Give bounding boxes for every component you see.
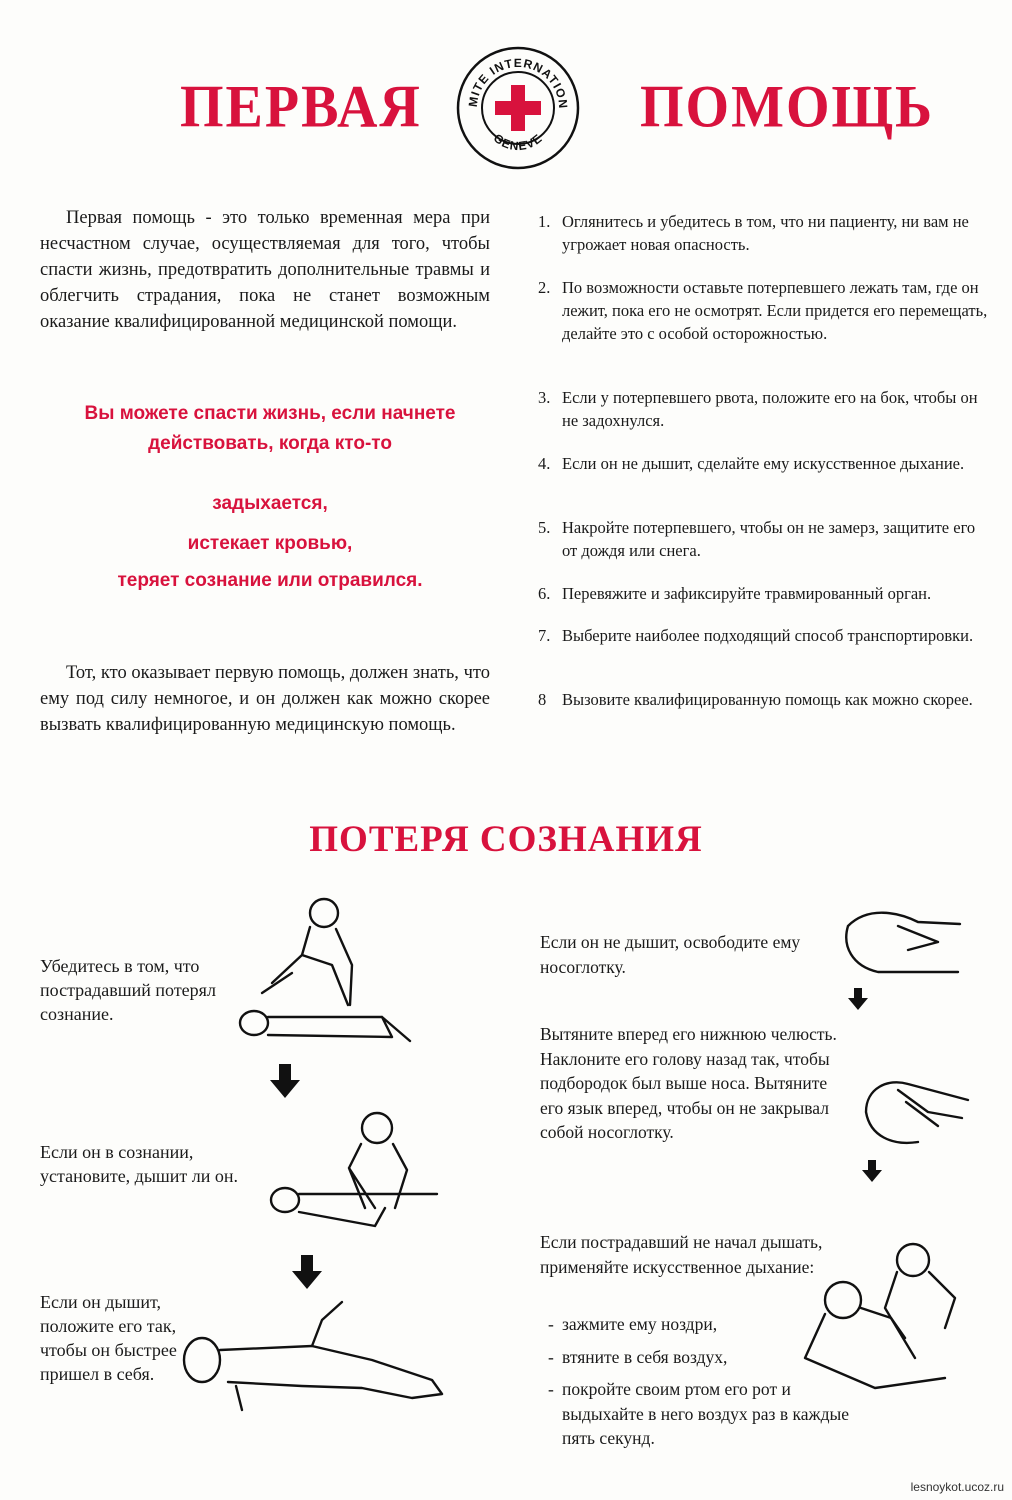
step-number: 8 — [538, 690, 547, 709]
illustration-airway-2 — [858, 1072, 978, 1152]
step-number: 2. — [538, 278, 551, 297]
step-item — [538, 516, 988, 562]
step-text: Оглянитесь и убедитесь в том, что ни пациенту, ни вам не угрожает новая опасность. — [562, 212, 969, 254]
title-right: ПОМОЩЬ — [640, 73, 935, 141]
step-item — [538, 624, 988, 647]
down-arrow-icon — [270, 1064, 300, 1100]
illustration-rescue-breathing — [795, 1238, 965, 1398]
step-item — [538, 452, 988, 475]
bullet-item: - втяните в себя воздух, — [548, 1345, 868, 1370]
svg-text:GENEVE: GENEVE — [490, 130, 546, 154]
step-item — [538, 276, 988, 345]
step-item — [538, 582, 988, 605]
section-title: ПОТЕРЯ СОЗНАНИЯ — [309, 819, 703, 860]
left-instruction-3: Если он дышит, положите его так, чтобы он быстрее пришел в себя. — [40, 1292, 177, 1384]
step-text: Выберите наиболее подходящий способ транспортировки. — [562, 626, 974, 645]
left-instruction-1: Убедитесь в том, что пострадавший потерял сознание. — [40, 956, 216, 1024]
intro-text: Первая помощь - это только временная мера при несчастном случае, осуществляемая для того, чтобы спасти жизнь, предотвратить дополнительные травмы и облегчить страдания, пока не станет возможным оказание квалифицированной медицинской помощи. — [40, 208, 490, 332]
down-arrow-icon — [292, 1255, 322, 1291]
illustration-check-consciousness — [232, 895, 432, 1065]
step-text: Накройте потерпевшего, чтобы он не замерз, защитите его от дождя или снега. — [562, 518, 976, 560]
outro-text: Тот, кто оказывает первую помощь, должен знать, что ему под силу немногое, и он должен как можно скорее вызвать квалифицированную медицинскую помощь. — [40, 663, 490, 735]
step-text: Перевяжите и зафиксируйте травмированный орган. — [562, 584, 932, 603]
step-number: 3. — [538, 388, 551, 407]
bullet-text: втяните в себя воздух, — [562, 1346, 728, 1367]
svg-text:COMITE INTERNATIONAL: MITE INTERNATION — [465, 55, 571, 110]
bullet-text: покройте своим ртом его рот и выдыхайте в него воздух раз в каждые пять секунд. — [562, 1379, 849, 1448]
step-item — [538, 210, 988, 256]
illustration-recovery-position — [172, 1290, 472, 1420]
step-text: Если он не дышит, сделайте ему искусственное дыхание. — [562, 454, 965, 473]
callout-item-1: задыхается, — [212, 493, 328, 514]
callout-item-2: истекает кровью, — [187, 533, 353, 554]
step-number: 5. — [538, 518, 551, 537]
step-number: 7. — [538, 626, 551, 645]
step-number: 6. — [538, 584, 551, 603]
down-arrow-icon — [848, 988, 868, 1010]
step-number: 1. — [538, 212, 551, 231]
left-instruction-2: Если он в сознании, установите, дышит ли он. — [40, 1142, 239, 1186]
step-item — [538, 688, 988, 711]
callout-line-2: действовать, когда кто-то — [148, 433, 392, 454]
intro-paragraph — [40, 205, 490, 335]
bullet-item: - зажмите ему ноздри, — [548, 1312, 868, 1337]
step-text: Вызовите квалифицированную помощь как можно скорее. — [562, 690, 973, 709]
down-arrow-icon — [862, 1160, 882, 1182]
callout-item-3: теряет сознание или отравился. — [117, 570, 423, 591]
outro-paragraph — [40, 660, 490, 738]
right-instruction-2: Вытяните вперед его нижнюю челюсть. Наклоните его голову назад так, чтобы подбородок был выше носа. Вытяните его язык вперед, чтобы он не закрывал собой носоглотку. — [540, 1024, 837, 1142]
step-text: По возможности оставьте потерпевшего лежать там, где он лежит, пока его не осмотрят. Если придется его перемещать, делайте это с особой осторожностью. — [562, 278, 988, 343]
bullet-item: - покройте своим ртом его рот и выдыхайте в него воздух раз в каждые пять секунд. — [548, 1377, 868, 1451]
right-instruction-1: Если он не дышит, освободите ему носоглотку. — [540, 932, 801, 977]
step-text: Если у потерпевшего рвота, положите его на бок, чтобы он не задохнулся. — [562, 388, 978, 430]
bullet-text: зажмите ему ноздри, — [562, 1314, 718, 1334]
step-item — [538, 386, 988, 432]
illustration-check-breathing — [255, 1108, 445, 1248]
step-number: 4. — [538, 454, 551, 473]
watermark: lesnoykot.ucoz.ru — [910, 1480, 1004, 1494]
callout-line-1: Вы можете спасти жизнь, если начнете — [84, 403, 456, 424]
red-cross-logo — [455, 45, 581, 171]
illustration-airway-1 — [838, 906, 968, 986]
right-instruction-3: Если пострадавший не начал дышать, применяйте искусственное дыхание: — [540, 1232, 823, 1277]
title-left: ПЕРВАЯ — [180, 73, 422, 141]
